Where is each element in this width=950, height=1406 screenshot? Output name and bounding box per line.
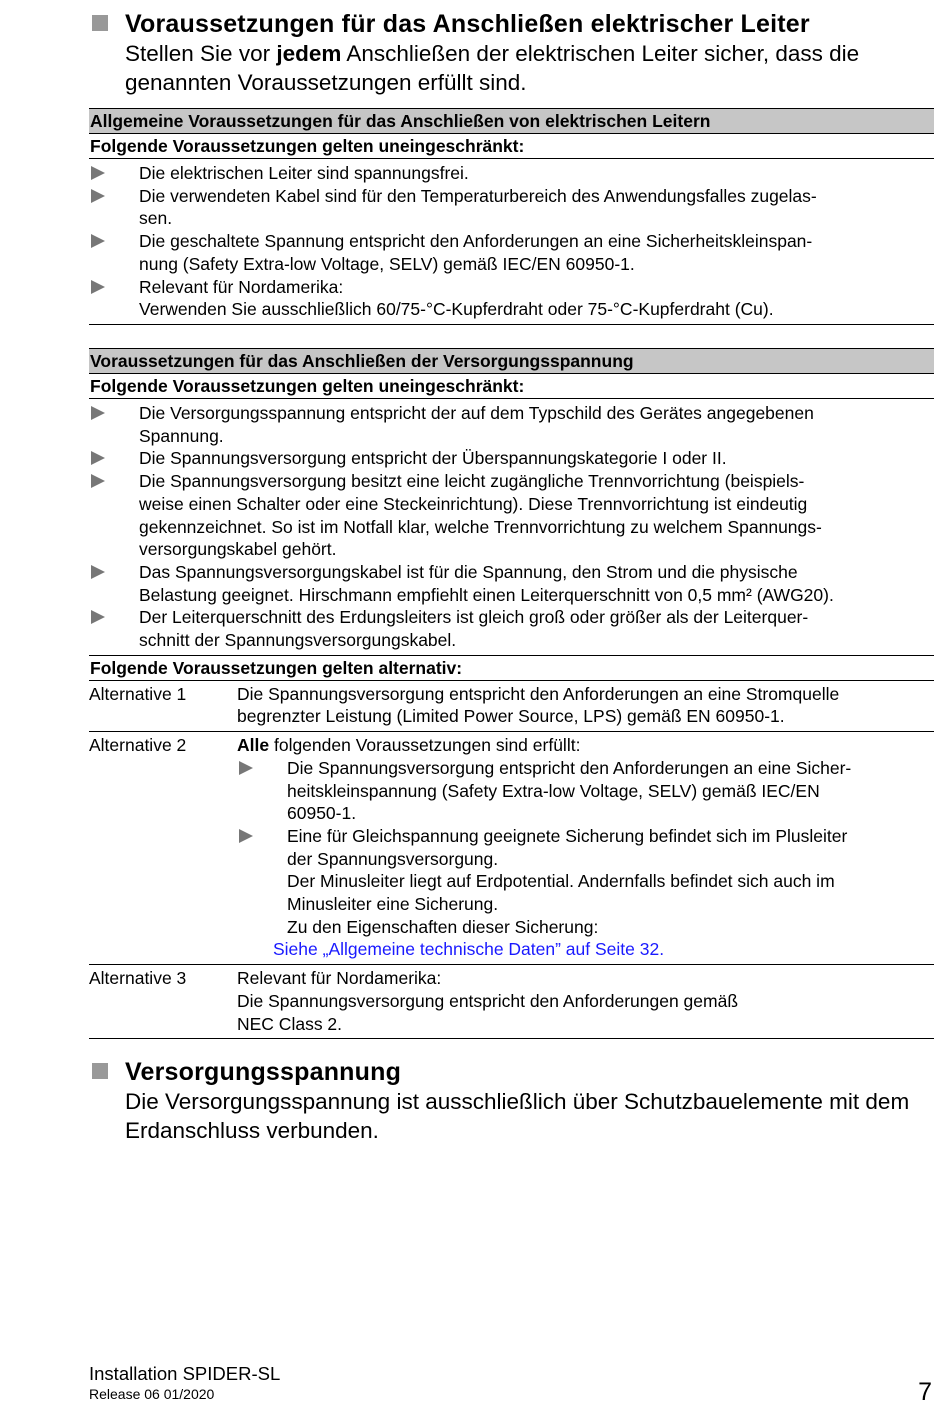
- list-item-text: [139, 276, 774, 321]
- alternative-line: NEC Class 2.: [237, 1013, 343, 1034]
- list-item-line: Die elektrischen Leiter sind spannungsfrei.: [139, 163, 469, 183]
- list-item-line: gekennzeichnet. So ist im Notfall klar, welche Trennvorrichtung zu welchem Spannungs-: [139, 516, 822, 537]
- intro-text: folgenden Voraussetzungen sind erfüllt:: [269, 735, 581, 756]
- alternative-label: Alternative 3: [89, 968, 187, 989]
- square-bullet-icon: [92, 15, 108, 31]
- list-item: [89, 402, 934, 447]
- alternative-row: [89, 732, 934, 965]
- supply-voltage-requirements-table: [89, 348, 934, 1039]
- list-item-line: Relevant für Nordamerika:: [139, 276, 344, 297]
- list-item-line: Der Minusleiter liegt auf Erdpotential. Andernfalls befindet sich auch im: [287, 871, 835, 892]
- intro-emphasis: Alle: [237, 735, 270, 756]
- list-item: [89, 185, 934, 230]
- list-item-line: Die Spannungsversorgung entspricht der Überspannungskategorie I oder II.: [139, 448, 727, 469]
- footer-release: Release 06 01/2020: [89, 1386, 215, 1402]
- list-item-line: versorgungskabel gehört.: [139, 539, 337, 560]
- cross-reference-link[interactable]: Siehe „Allgemeine technische Daten” auf Seite 32.: [273, 939, 665, 960]
- alternative-line: Relevant für Nordamerika:: [237, 968, 442, 989]
- triangle-bullet-icon: [91, 166, 119, 180]
- triangle-bullet-icon: [91, 189, 119, 203]
- alternative-label: Alternative 2: [89, 735, 187, 756]
- list-item: [237, 757, 934, 825]
- list-item-line: der Spannungsversorgung.: [287, 848, 499, 869]
- list-item: [89, 276, 934, 321]
- list-item-line: schnitt der Spannungsversorgungskabel.: [139, 630, 457, 651]
- section-intro: [125, 39, 938, 97]
- alternative-label: Alternative 1: [89, 683, 187, 704]
- triangle-bullet-icon: [91, 451, 119, 465]
- table-subheader: Folgende Voraussetzungen gelten uneingeschränkt:: [89, 134, 934, 159]
- list-item: [89, 447, 934, 470]
- section-title: Voraussetzungen für das Anschließen elektrischer Leiter: [125, 10, 810, 38]
- list-item: [89, 162, 934, 185]
- list-item-line: Verwenden Sie ausschließlich 60/75-°C-Kupferdraht oder 75-°C-Kupferdraht (Cu).: [139, 299, 774, 320]
- intro-text: Stellen Sie vor: [125, 41, 277, 66]
- list-item-line: Zu den Eigenschaften dieser Sicherung:: [287, 916, 599, 937]
- list-item-line: Die verwendeten Kabel sind für den Temperaturbereich des Anwendungsfalles zugelas-: [139, 185, 817, 206]
- list-item-line: Spannung.: [139, 425, 224, 446]
- list-item-line: Die Spannungsversorgung entspricht den Anforderungen an eine Sicher-: [287, 757, 852, 778]
- list-item-text: [139, 470, 822, 561]
- list-item-line: nung (Safety Extra-low Voltage, SELV) gemäß IEC/EN 60950-1.: [139, 253, 635, 274]
- list-item-line: weise einen Schalter oder eine Steckeinrichtung). Diese Trennvorrichtung ist eindeutig: [139, 493, 808, 514]
- triangle-bullet-icon: [91, 406, 119, 420]
- list-item-line: Belastung geeignet. Hirschmann empfiehlt einen Leiterquerschnitt von 0,5 mm² (AWG20).: [139, 584, 834, 605]
- requirements-list: [89, 159, 934, 325]
- general-requirements-table: [89, 108, 934, 325]
- section-prerequisites: [92, 10, 938, 97]
- alternative-line: Die Spannungsversorgung entspricht den Anforderungen an eine Stromquelle: [237, 683, 840, 704]
- triangle-bullet-icon: [91, 280, 119, 294]
- alternative-line: Die Spannungsversorgung entspricht den Anforderungen gemäß: [237, 990, 739, 1011]
- list-item-text: [139, 561, 834, 606]
- alternative-body: [237, 967, 934, 1035]
- triangle-bullet-icon: [239, 761, 267, 775]
- footer-document-title: Installation SPIDER-SL: [89, 1363, 281, 1384]
- table-header: Allgemeine Voraussetzungen für das Anschließen von elektrischen Leitern: [89, 108, 934, 134]
- section-heading: [92, 10, 938, 39]
- list-item: [237, 825, 934, 939]
- intro-text-rest: Anschließen der elektrischen Leiter sicher, dass die genannten Voraussetzungen erfüllt sind.: [125, 41, 860, 95]
- alternative-body: [237, 683, 934, 728]
- list-item-line: Das Spannungsversorgungskabel ist für die Spannung, den Strom und die physische: [139, 561, 798, 582]
- list-item-line: 60950-1.: [287, 803, 357, 824]
- triangle-bullet-icon: [91, 610, 119, 624]
- alternative-list: [237, 757, 934, 939]
- list-item-line: Der Leiterquerschnitt des Erdungsleiters ist gleich groß oder größer als der Leiterquer-: [139, 607, 809, 628]
- section-supply-voltage: [92, 1058, 938, 1145]
- alternative-row: [89, 965, 934, 1039]
- alternative-body: [237, 734, 934, 961]
- section-body: Die Versorgungsspannung ist ausschließlich über Schutzbauelemente mit dem Erdanschluss verbunden.: [125, 1089, 910, 1143]
- list-item-line: sen.: [139, 208, 173, 229]
- page-number: 7: [918, 1378, 932, 1406]
- intro-emphasis: jedem: [276, 41, 342, 66]
- table-subheader: Folgende Voraussetzungen gelten uneingeschränkt:: [89, 374, 934, 399]
- list-item: [89, 470, 934, 561]
- section-heading: [92, 1058, 938, 1087]
- list-item-text: [139, 606, 808, 651]
- list-item-line: Die Spannungsversorgung besitzt eine leicht zugängliche Trennvorrichtung (beispiels-: [139, 471, 805, 492]
- list-item-line: heitskleinspannung (Safety Extra-low Voltage, SELV) gemäß IEC/EN: [287, 780, 820, 801]
- list-item-text: [139, 447, 727, 470]
- square-bullet-icon: [92, 1063, 108, 1079]
- list-item-text: [139, 185, 817, 230]
- triangle-bullet-icon: [239, 829, 267, 843]
- alternative-row: [89, 681, 934, 732]
- list-item-line: Die Versorgungsspannung entspricht der auf dem Typschild des Gerätes angegebenen: [139, 403, 814, 423]
- list-item-line: Eine für Gleichspannung geeignete Sicherung befindet sich im Plusleiter: [287, 825, 848, 846]
- section-title: Versorgungsspannung: [125, 1058, 402, 1086]
- list-item-text: [287, 757, 851, 825]
- alternatives-subheader: Folgende Voraussetzungen gelten alternativ:: [89, 656, 934, 681]
- list-item-text: [287, 825, 847, 939]
- triangle-bullet-icon: [91, 565, 119, 579]
- triangle-bullet-icon: [91, 474, 119, 488]
- list-item-line: Minusleiter eine Sicherung.: [287, 894, 499, 915]
- list-item: [89, 230, 934, 275]
- list-item-text: [139, 162, 469, 185]
- list-item: [89, 561, 934, 606]
- list-item-line: Die geschaltete Spannung entspricht den Anforderungen an eine Sicherheitskleinspan-: [139, 231, 813, 252]
- list-item-text: [139, 402, 814, 447]
- alternative-line: begrenzter Leistung (Limited Power Source, LPS) gemäß EN 60950-1.: [237, 706, 785, 727]
- triangle-bullet-icon: [91, 234, 119, 248]
- requirements-list: [89, 399, 934, 656]
- alternative-intro: [237, 734, 934, 757]
- table-header: Voraussetzungen für das Anschließen der Versorgungsspannung: [89, 348, 934, 374]
- list-item: [89, 606, 934, 651]
- list-item-text: [139, 230, 812, 275]
